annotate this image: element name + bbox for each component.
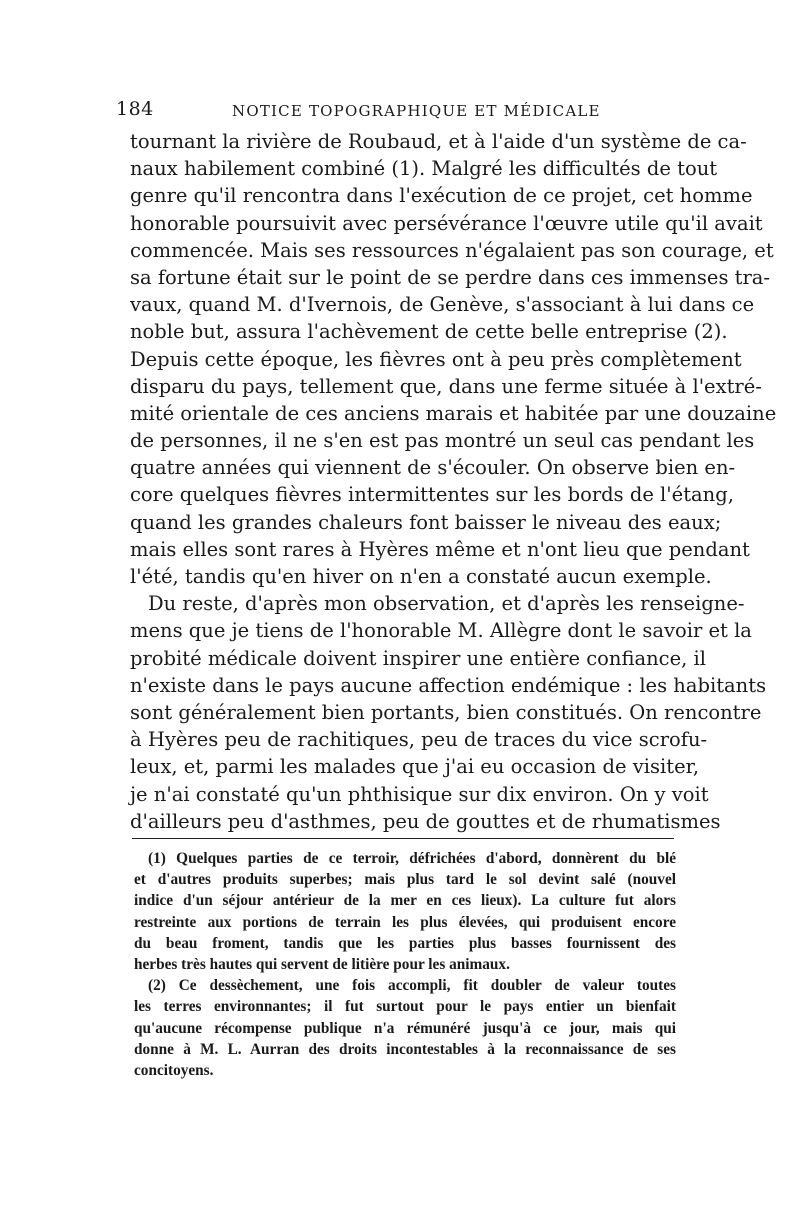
text-line: vaux, quand M. d'Ivernois, de Genève, s'associant à lui dans ce — [130, 293, 755, 317]
text-line: quatre années qui viennent de s'écouler. On observe bien en- — [130, 456, 736, 480]
text-line: l'été, tandis qu'en hiver on n'en a constaté aucun exemple. — [130, 565, 712, 588]
page-header — [116, 98, 672, 124]
text-line: genre qu'il rencontra dans l'exécution de ce projet, cet homme — [130, 184, 753, 208]
running-head: NOTICE TOPOGRAPHIQUE ET MÉDICALE — [232, 102, 601, 120]
footnote-line: donne à M. L. Aurran des droits incontestables à la reconnaissance de ses — [134, 1040, 676, 1058]
text-line: à Hyères peu de rachitiques, peu de traces du vice scrofu- — [130, 728, 708, 752]
footnotes — [134, 848, 676, 1081]
text-line: je n'ai constaté qu'un phthisique sur dix environ. On y voit — [130, 782, 709, 806]
text-line: noble but, assura l'achèvement de cette belle entreprise (2). — [130, 320, 728, 344]
body-text — [130, 128, 777, 835]
text-line: commencée. Mais ses ressources n'égalaient pas son courage, et — [130, 238, 774, 262]
text-line: leux, et, parmi les malades que j'ai eu occasion de visiter, — [130, 755, 700, 779]
text-line: honorable poursuivit avec persévérance l'œuvre utile qu'il avait — [130, 211, 763, 235]
text-line: sont généralement bien portants, bien constitués. On rencontre — [130, 700, 762, 724]
text-line: disparu du pays, tellement que, dans une ferme située à l'extré- — [130, 374, 762, 398]
footnote-line: herbes très hautes qui servent de litière pour les animaux. — [134, 955, 510, 973]
footnote-line: qu'aucune récompense publique n'a rémunéré jusqu'à ce jour, mais qui — [134, 1019, 676, 1037]
text-line: n'existe dans le pays aucune affection endémique : les habitants — [130, 673, 767, 697]
text-line: core quelques fièvres intermittentes sur les bords de l'étang, — [130, 483, 734, 507]
footnote-line: (1) Quelques parties de ce terroir, défrichées d'abord, donnèrent du blé — [148, 850, 676, 867]
text-line: Depuis cette époque, les fièvres ont à peu près complètement — [130, 347, 742, 371]
page-number: 184 — [116, 98, 154, 120]
text-line: d'ailleurs peu d'asthmes, peu de gouttes et de rhumatismes — [130, 809, 721, 833]
footnote-divider — [132, 838, 674, 839]
footnote-line: restreinte aux portions de terrain les plus élevées, qui produisent encore — [134, 913, 676, 931]
text-line: de personnes, il ne s'en est pas montré un seul cas pendant les — [130, 429, 755, 453]
text-line: sa fortune était sur le point de se perdre dans ces immenses tra- — [130, 265, 771, 289]
text-line: mité orientale de ces anciens marais et habitée par une douzaine — [130, 401, 777, 425]
footnote-line: les terres environnantes; il fut surtout pour le pays entier un bienfait — [134, 998, 676, 1016]
footnote-line: du beau froment, tandis que les parties plus basses fournissent des — [134, 934, 676, 952]
text-line: mens que je tiens de l'honorable M. Allègre dont le savoir et la — [130, 619, 752, 643]
footnote-line: (2) Ce dessèchement, une fois accompli, fit doubler de valeur toutes — [148, 977, 676, 995]
text-line: Du reste, d'après mon observation, et d'après les renseigne- — [148, 592, 745, 616]
footnote-line: indice d'un séjour antérieur de la mer en ces lieux). La culture fut alors — [134, 892, 676, 910]
text-line: tournant la rivière de Roubaud, et à l'aide d'un système de ca- — [130, 130, 747, 153]
text-line: probité médicale doivent inspirer une entière confiance, il — [130, 646, 706, 670]
text-line: quand les grandes chaleurs font baisser le niveau des eaux; — [130, 510, 722, 534]
text-line: naux habilement combiné (1). Malgré les difficultés de tout — [130, 157, 718, 181]
footnote-line: et d'autres produits superbes; mais plus tard le sol devint salé (nouvel — [134, 871, 676, 889]
footnote-line: concitoyens. — [134, 1061, 214, 1079]
text-line: mais elles sont rares à Hyères même et n'ont lieu que pendant — [130, 537, 750, 561]
